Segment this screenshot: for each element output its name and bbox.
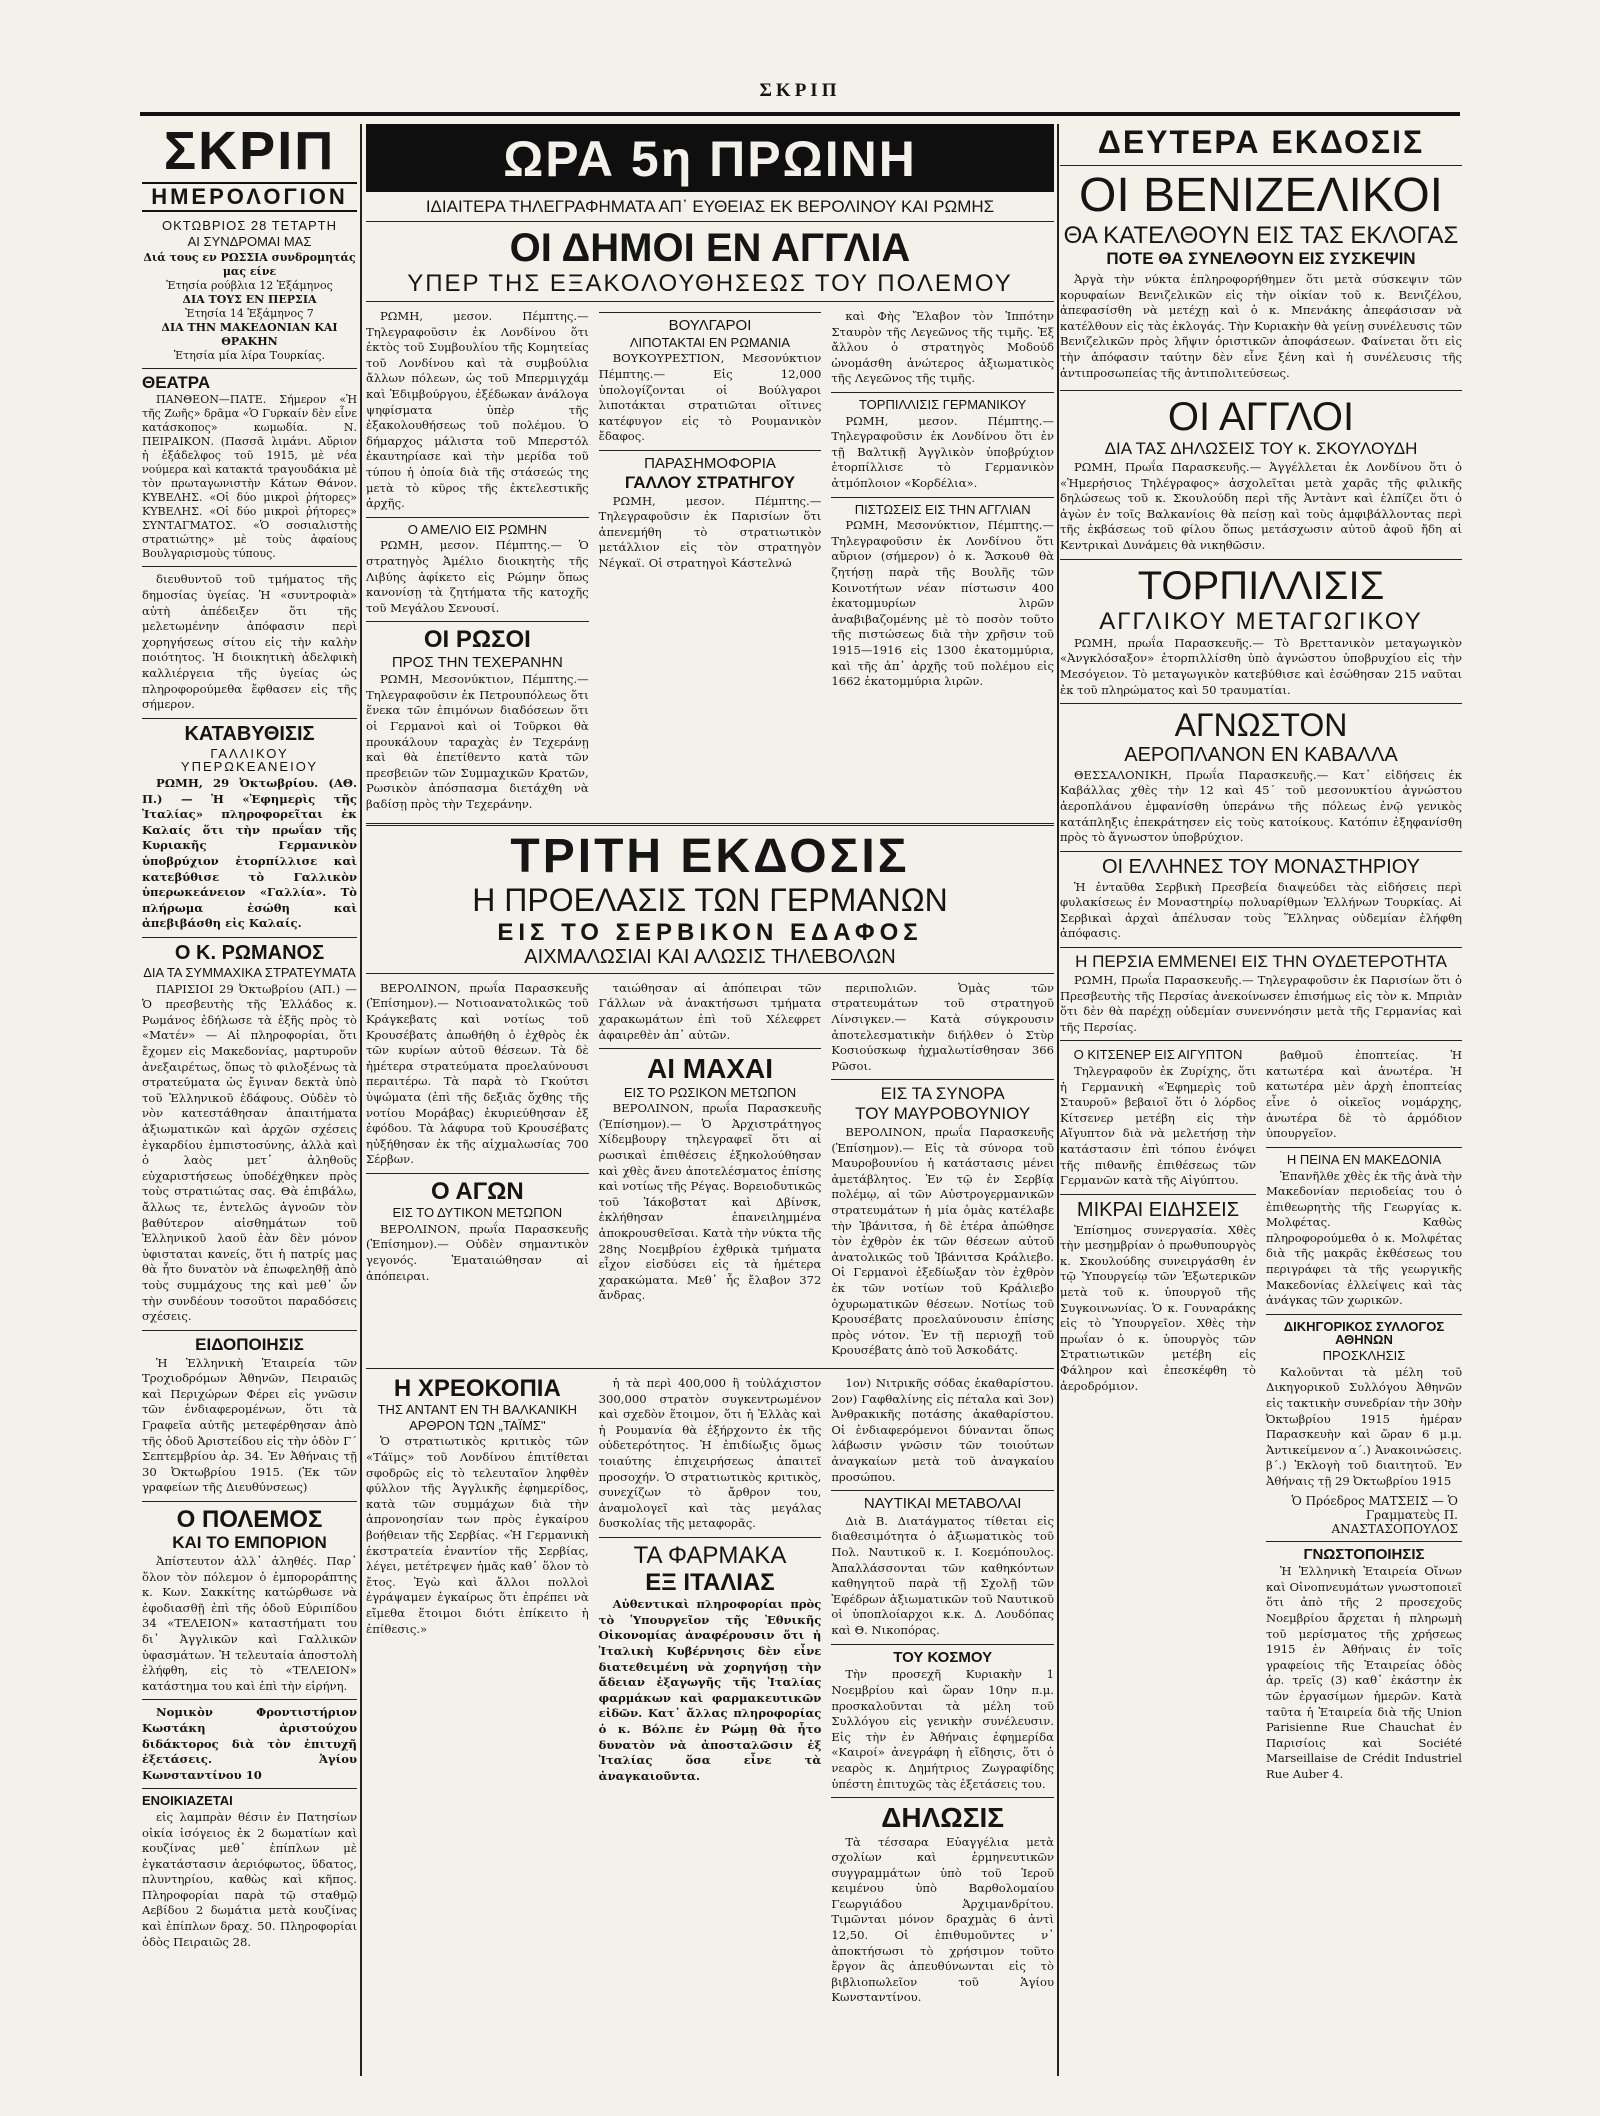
dilosis-text: Τὰ τέσσαρα Εὐαγγέλια μετὰ σχολίων καὶ ἑρμηνευτικῶν συγγραμμάτων ὑπὸ τοῦ Ἱεροῦ κειμένου ὑπὸ Βαρθολομαίου Γεωργιάδου Ἀρχιμανδρίτου. Τιμῶνται μόνον δραχμὰς 6 ἀντὶ 12,50. Οἱ ἐπιθυμοῦντες ν᾽ ἀποκτήσωσι τὸ χρήσιμον τοῦτο ἔργον ἂς ἀπευθύνωνται εἰς τὸ βιβλιοπωλεῖον τοῦ Ἁγίου Κωνσταντίνου. [831,1834,1054,2005]
proel-subheading: ΕΙΣ ΤΟ ΣΕΡΒΙΚΟΝ ΕΔΑΦΟΣ [497,918,923,946]
dilosis-heading: ΔΗΛΩΣΙΣ [881,1802,1005,1834]
proel-subheading-2: ΑΙΧΜΑΛΩΣΙΑΙ ΚΑΙ ΑΛΩΣΙΣ ΤΗΛΕΒΟΛΩΝ [524,945,896,968]
agnoston-heading: ΑΓΝΩΣΤΟΝ [1174,707,1348,744]
polemos-subheading: ΚΑΙ ΤΟ ΕΜΠΟΡΙΟΝ [172,1533,327,1553]
right-lower-columns [1060,1046,1462,1786]
naftikai-heading: ΝΑΥΤΙΚΑΙ ΜΕΤΑΒΟΛΑΙ [863,1495,1022,1513]
proel-heading: Η ΠΡΟΕΛΑΣΙΣ ΤΩΝ ΓΕΡΜΑΝΩΝ [472,882,948,919]
torp-text: ΡΩΜΗ, μεσον. Πέμπτης.— Τηλεγραφοῦσιν ἐκ Λονδίνου ὅτι ἐν τῇ Βαλτικῇ Ἀγγλικὸν ὑποβρύχιον ἐτορπίλλισε τὸ Γερμανικὸν ἀτμόπλοιον «Κορδέλια». [831,413,1054,491]
kitsener-text-2: βαθμοῦ ἐποπτείας. Ἡ κατωτέρα καὶ ἀνωτέρα. Ἡ κατωτέρα μὲν ἀρχὴ ἐποπτείας εἶνε ὁ οἰκεῖος νομάρχης, ἀνωτέρα δὲ τὸ ἁρμόδιον ὑπουργεῖον. [1266,1048,1462,1141]
voulgaroi-heading: ΒΟΥΛΓΑΡΟΙ [668,317,752,335]
hlissos-text: καὶ Φὴς Ἔλαβον τὸν Ἱππότην Σταυρὸν τῆς Λεγεῶνος τῆς τιμῆς. Ἐξ ἄλλου ὁ στρατηγὸς Μοδούδ ὠνομάσθη ἀνώτερος ἀξιωματικὸς τῆς Λεγεῶνος τῆς τιμῆς. [831,309,1054,386]
polemos-text: Ἀπίστευτον ἀλλ᾽ ἀληθές. Παρ᾽ ὅλον τὸν πόλεμον ὁ ἐμποροράπτης κ. Κων. Σακκίτης κατώρθωσε νὰ ἐφοδιασθῇ ἐπὶ τῆς ὁδοῦ Εὐριπίδου 34 «ΤΕΛΕΙΟΝ» καταστήματι του δι᾽ Ἀγγλικῶν καὶ Γαλλικῶν ὑφασμάτων. Ἡ τελευταία ἀποστολὴ ἐλήφθη, εἰς τὸ «ΤΕΛΕΙΟΝ» κατάστημα του καὶ ἐπὶ τὴν εἰρήνη. [142,1553,357,1693]
gnost-heading: ΓΝΩΣΤΟΠΟΙΗΣΙΣ [1303,1545,1425,1563]
pisteuseis-text: ΡΩΜΗ, Μεσονύκτιον, Πέμπτης.— Τηλεγραφοῦσιν ἐκ Λονδίνου ὅτι αὔριον (σήμερον) ὁ κ. Ἄσκουθ θὰ ζητήσῃ παρὰ τῆς Βουλῆς τῶν Κοινοτήτων νέαν πίστωσιν 400 ἑκατομμυρίων λιρῶν ἀναβιβαζομένης μὲ τὸ ποσὸν τοῦτο τῆς πιστώσεως διὰ τὴν χρῆσιν τοῦ 1915—1916 εἰς 1300 ἑκατομμύρια, καὶ τῆς ἀπ᾽ ἀρχῆς τοῦ πολέμου εἰς 1662 ἑκατομμύρια λιρῶν. [831,518,1054,689]
aggloi-text: ΡΩΜΗ, Πρωΐα Παρασκευῆς.— Ἀγγέλλεται ἐκ Λονδίνου ὅτι ὁ «Ἡμερήσιος Τηλέγραφος» ἀσχολεῖται μετὰ χαρᾶς τῆς φιλικῆς δηλώσεως τοῦ κ. Σκουλούδη περὶ τῆς Ἀντὰντ καὶ ἐλπίζει ὅτι ὁ ἀγὼν ἐν τοῖς Βαλκανίοις θὰ πείσῃ καὶ τοὺς ἀμφιβάλλοντας περὶ τῆς ἐκβάσεως τοῦ φίλου ὅπως μετάσχωσιν αὐτοῦ ἀφοῦ ἤδη αἱ Κεντρικαὶ Δυνάμεις θὰ νικηθῶσιν. [1060,460,1462,552]
torp2-text: ΡΩΜΗ, πρωΐα Παρασκευῆς.— Τὸ Βρεττανικὸν μεταγωγικὸν «Ἀνγκλόσαξον» ἐτορπιλλίσθη ὑπὸ ἀγνώστου ὑποβρυχίου εἰς τὴν Μεσόγειον. Τὸ μεταγωγικὸν κατεβύθισε καὶ ἐσώθησαν 215 ναῦται ἐκ τοῦ πληρώματος καὶ 50 τραυματίαι. [1060,635,1462,697]
kosmou-text: Τὴν προσεχῆ Κυριακὴν 1 Νοεμβρίου καὶ ὥραν 10ην π.μ. προσκαλοῦνται τὰ μέλη τοῦ Συλλόγου εἰς γενικὴν συνέλευσιν. Εἰς τὴν ἐν Ἀθήναις ἐφημερίδα «Καιροί» ἀνεγράφη ἡ εἴδησις, ὅτι ὁ νεαρὸς κ. Δημήτριος Ζωγραφίδης ὑπέστη ἐπιτυχῶς τὰς ἐξετάσεις του. [831,1667,1054,1791]
xreok-text-1: Ὁ στρατιωτικὸς κριτικὸς τῶν «Τάϊμς» τοῦ Λονδίνου ἐπιτίθεται σφοδρῶς εἰς τὸ τελευταῖον ληφθὲν φύλλον τῆς Ἀγγλικῆς ἐφημερίδος, κατὰ τῶν συμμάχων διὰ τὴν ἀπρονοησίαν των πρὸς ἐγκαίρου βοήθειαν τῆς Σερβίας. «Ἡ Γερμανικὴ ἐκστρατεία ἐναντίον τῆς Σερβίας, λέγει, μετέτρεψεν ἡμᾶς καθ᾽ ὅλον τὸ ἔτος. Ἐγὼ καὶ ἄλλοι πολλοὶ ἐγράψαμεν ἐγκαίρως ὅτι ἐπρέπει νὰ εἴμεθα ἕτοιμοι διότι ἐπίκειτο ἡ ἐπίθεσις.» [366,1434,589,1636]
upper-col-2 [599,307,822,817]
maxai-subheading: ΕΙΣ ΤΟ ΡΩΣΙΚΟΝ ΜΕΤΩΠΟΝ [623,1084,797,1100]
diker-signature: Ὁ Πρόεδρος ΜΑΤΣΕΙΣ — Ὁ Γραμματεὺς Π. ΑΝΑΣΤΑΣΟΠΟΥΛΟΣ [1291,1493,1458,1536]
ven-heading: ΟΙ ΒΕΝΙΖΕΛΙΚΟΙ [1079,168,1443,222]
upper-col-3 [831,307,1054,817]
subscription-line: Ἑτησία ρούβλια 12 Ἑξάμηνος [166,278,333,292]
rosoi-subheading: ΠΡΟΣ ΤΗΝ ΤΕΧΕΡΑΝΗΝ [391,653,563,671]
masthead-title: ΣΚΡΙΠ [163,124,336,181]
persia-text: ΡΩΜΗ, Πρωΐα Παρασκευῆς.— Τηλεγραφοῦσιν ἐκ Παρισίων ὅτι ὁ Πρεσβευτὴς τῆς Περσίας ἀνεκοίνωσεν ἐπισήμως εἰς τὸν κ. Μπριὰν ὅτι δὲν θὰ παρέχῃ οὐδεμίαν συνεννόησιν μετὰ τῆς Γερμανίας καὶ τῆς Περσίας. [1060,972,1462,1034]
ellines-text: Ἡ ἐνταῦθα Σερβικὴ Πρεσβεία διαψεύδει τὰς εἰδήσεις περὶ φυλακίσεως ἐν Μοναστηρίῳ πολυαρίθμων Ἑλλήνων Τουρκίας. Αἱ Σερβικαὶ ἀρχαὶ ἀπέλυσαν τοὺς Ἕλληνας οὐδεμίαν ἐλήφθη ἀπόφασις. [1060,879,1462,941]
xreok-subheading-2: ΑΡΘΡΟΝ ΤΩΝ „ΤΑΪΜΣ" [409,1417,546,1433]
xreok-heading: Η ΧΡΕΟΚΟΠΙΑ [393,1374,561,1402]
agnoston-subheading: ΑΕΡΟΠΛΑΝΟΝ ΕΝ ΚΑΒΑΛΛΑ [1124,743,1398,766]
center-column [366,124,1054,2076]
perim-text: περιπολιῶν. Ὁμὰς τῶν στρατευμάτων τοῦ στρατηγοῦ Λίνσιγκεν.— Κατὰ σύγκρουσιν ἀποτελεσματικὴν διήλθεν ὁ Στὺρ Κοσιούσκωφ ἠχμαλωτίσθησαν 366 Ρῶσοι. [831,980,1054,1073]
aggloi-subheading: ΔΙΑ ΤΑΣ ΔΗΛΩΣΕΙΣ ΤΟΥ κ. ΣΚΟΥΛΟΥΔΗ [1104,439,1418,459]
ameleio-heading: Ο ΑΜΕΛΙΟ ΕΙΣ ΡΩΜΗΝ [407,521,547,537]
catavythisis-heading: ΚΑΤΑΒΥΘΙΣΙΣ [184,722,315,745]
voulgaroi-subheading: ΛΙΠΟΤΑΚΤΑΙ ΕΝ ΡΩΜΑΝΙΑ [629,334,791,350]
agnoston-text: ΘΕΣΣΑΛΟΝΙΚΗ, Πρωΐα Παρασκευῆς.— Κατ᾽ εἰδήσεις ἐκ Καβάλλας χθὲς τὴν 12 καὶ 45΄ τοῦ μεσονυκτίου ἀγνώστου ἀεροπλάνου ἐμφανίσθη ὑπεράνω τῆς πόλεως ἐνῷ γενικὸς κατάπληξις ἐπεκράτησεν εἰς τοὺς κατοίκους. Κατόπιν ἐξηφανίσθη πρὸς τὸ ἄγνωστον ὑποβρύχιον. [1060,767,1462,845]
romanos-heading: Ο Κ. ΡΩΜΑΝΟΣ [174,942,325,965]
upper-columns [366,307,1054,817]
triti-ekdosis-banner: ΤΡΙΤΗ ΕΚΔΟΣΙΣ [510,829,910,883]
naftikai-text: Διὰ Β. Διατάγματος τίθεται εἰς διαθεσιμότητα ὁ ἀξιωματικὸς τοῦ Πολ. Ναυτικοῦ κ. Ι. Κοεμόπουλος. Ἀπαλλάσσονται τῶν καθηκόντων καθηγητοῦ παρὰ τῇ Σχολῇ τῶν Ἐφέδρων ἀξιωματικῶν τοῦ Ναυτικοῦ οἱ ὑποπλοίαρχοι κ.κ. Δ. Λουδόπας καὶ Θ. Νικοπόρας. [831,1513,1054,1638]
lower-columns [366,1374,1054,2010]
kitsener-text: Τηλεγραφοῦν ἐκ Ζυρίχης, ὅτι ἡ Γερμανικὴ «Ἐφημερὶς τοῦ Σταυροῦ» βεβαιοῖ ὅτι ὁ λόρδος Κίτσενερ μετέβη εἰς τὴν Αἴγυπτον διὰ νὰ μελετήσῃ τὴν κατάστασιν ἐπὶ τόπου ἐνόψει τῆς πιθανῆς ἐπιθέσεως τῶν Γερμανῶν κατὰ τῆς Αἰγύπτου. [1060,1063,1256,1188]
ven-text: Ἀργὰ τὴν νύκτα ἐπληροφορήθημεν ὅτι μετὰ σύσκεψιν τῶν κορυφαίων Βενιζελικῶν εἰς τὴν οἰκίαν τοῦ κ. Βενιζέλου, ἀπεφασίσθη νὰ μετέχῃ καὶ ὁ κ. Μπενάκης ἀπεφάσισαν νὰ κατέλθουν εἰς τὰς ἐκλογάς. Τὴν Κυριακὴν θὰ γείνῃ συνέλευσις τῶν Βενιζελικῶν πρὸς λῆψιν ὁριστικῶν ἀποφάσεων. Φαίνεται ὅτι εἰς τὴν ἀπόφασιν ταύτην δὲν εἶνε ξένη καὶ ἡ συνέλευσις τῆς ἀντιπροσωπείας τῆς ἀντιπολιτεύσεως. [1060,272,1462,380]
catavythisis-text: ΡΩΜΗ, 29 Ὀκτωβρίου. (ΑΘ. Π.) — Ἡ «Ἐφημερὶς τῆς Ἰταλίας» πληροφορεῖται ἐκ Καλαίς ὅτι τὴν πρωΐαν τῆς Κυριακῆς Γερμανικὸν ὑποβρύχιον ἐτορπίλλισε καὶ κατεβύθισε τὸ Γαλλικὸν ὑπερωκεάνειον «Γαλλία». Τὸ πλήρωμα ἐσώθη καὶ ἀπεβιβάσθη εἰς Καλαίς. [142,776,357,931]
ora-banner-subtitle: ΙΔΙΑΙΤΕΡΑ ΤΗΛΕΓΡΑΦΗΜΑΤΑ ΑΠ᾽ ΕΥΘΕΙΑΣ ΕΚ ΒΕΡΟΛΙΝΟΥ ΚΑΙ ΡΩΜΗΣ [425,197,995,216]
page-header [0,0,1600,122]
subscriptions-heading: ΑΙ ΣΥΝΔΡΟΜΑΙ ΜΑΣ [187,234,312,249]
peina-text: Ἐπανῆλθε χθὲς ἐκ τῆς ἀνὰ τὴν Μακεδονίαν περιοδείας του ὁ ἐπιθεωρητὴς τῆς Γεωργίας κ. Μολφέτας. Καθὼς πληροφορούμεθα ὁ κ. Μολφέτας διὰ τῆς μακρᾶς ἐκθέσεως του περιγράφει τὰ τῆς γεωργικῆς Μακεδονίας ἐλλείψεις καὶ τὰς ἀνάγκας τῶν χωρικῶν. [1266,1168,1462,1308]
parashm-text: ΡΩΜΗ, μεσον. Πέμπτης.— Τηλεγραφοῦσιν ἐκ Παρισίων ὅτι ἀπενεμήθη τὸ στρατιωτικὸν μετάλλιον εἰς τὸν στρατηγὸν Νέγκαϊ. Οἱ στρατηγοὶ Κάστελνώ [598,493,822,570]
kosmou-heading: ΤΟΥ ΚΟΣΜΟΥ [893,1648,993,1666]
upper-col-1 [366,307,589,817]
farmaka-text: Αὐθεντικαὶ πληροφορίαι πρὸς τὸ Ὑπουργεῖον τῆς Ἐθνικῆς Οἰκονομίας ἀναφέρουσιν ὅτι ἡ Ἰταλικὴ Κυβέρνησις δὲν εἶνε διατεθειμένη νὰ χορηγήσῃ τὴν ἄδειαν ἐξαγωγῆς τῆς Ἰταλίας φαρμάκων καὶ φαρμακευτικῶν εἰδῶν. Κατ᾽ ἄλλας πληροφορίας ὁ κ. Βόλπε ἐν Ρώμῃ θὰ ἦτο δυνατὸν νὰ ἀποσταλῶσιν ἐξ Ἰταλίας ὅσα εἶνε τὰ ἀναγκαιοῦντα. [598,1597,822,1783]
subscription-line: Ἑτησία μία λίρα Τουρκίας. [173,348,326,362]
ion-text: 1ον) Νιτρικῆς σόδας ἐκαθαρίστου. 2ον) Γαφθαλίνης εἰς πέταλα καὶ 3ον) Ἀνθρακικῆς ποτάσης ἀκαθαρίστου. Οἱ ἐνδιαφερόμενοι δύνανται ὅπως λάβωσιν γνῶσιν τῶν τοιούτων ἀναγκαίων μετὰ τοῦ ἀναγκαίου προσώπου. [831,1375,1054,1484]
ven-subheading: ΘΑ ΚΑΤΕΛΘΟΥΝ ΕΙΣ ΤΑΣ ΕΚΛΟΓΑΣ [1063,221,1459,249]
farmaka-heading: ΤΑ ΦΑΡΜΑΚΑ [633,1541,787,1569]
ameleio-text: ΡΩΜΗ, μεσον. Πέμπτης.— Ὁ στρατηγὸς Ἀμέλιο διοικητὴς τῆς Λιβύης ἀφίκετο εἰς Ρώμην ὅπως κανονίσῃ τὰ ζητήματα τῆς κατοχῆς τοῦ Μεγάλου Σενουσί. [366,538,589,615]
proel-text-1: ΒΕΡΟΛΙΝΟΝ, πρωΐα Παρασκευῆς (Ἐπίσημον).— Νοτιοανατολικῶς τοῦ Κράγκεβατς καὶ νοτίως τοῦ Κρουσέβατς ἀπωθήθη ὁ ἐχθρὸς ἐκ τῶν κυρίων αὐτοῦ θέσεων. Τὰ δὲ ἡμέτερα στρατεύματα προελαύνουσι περαιτέρω. Τὰ παρὰ τὸ Γκούτσι ὑψώματα (ἐπὶ τῆς δεξιᾶς ὄχθης τῆς νοτίου Μοράβας) ἐκυριεύθησαν ἐξ ἐφόδου. Τὰ λάφυρα τοῦ Κρουσέβατς ηὐξήθησαν ἐκ τῆς αἰχμαλωσίας 700 Σέρβων. [366,980,589,1167]
right-column [1060,124,1462,2076]
diker-heading: ΔΙΚΗΓΟΡΙΚΟΣ ΣΥΛΛΟΓΟΣ ΑΘΗΝΩΝ [1283,1318,1445,1348]
peina-heading: Η ΠΕΙΝΑ ΕΝ ΜΑΚΕΔΟΝΙΑ [1286,1151,1442,1167]
maxai-text: ΒΕΡΟΛΙΝΟΝ, πρωΐα Παρασκευῆς (Ἐπίσημον).— Ὁ Ἀρχιστράτηγος Χίδεμβουργ τηλεγραφεῖ ὅτι αἱ ρωσικαὶ ἐπιθέσεις ἐξηκολούθησαν καὶ χθὲς ἄνευ ἀποτελέσματος ἐπίσης καὶ νοτίως τῆς Ρέγας. Βορειοδυτικῶς τοῦ Ἰάκοβστατ καὶ Δβίνσκ, ἐκλήθησαν ἐπανειλημμένα ἀποκρουσθεῖσαι. Κατὰ τὴν νύκτα τῆς 28ης Νοεμβρίου ἐχθρικὰ τμήματα εἶχον εἰσδύσει εἰς τὰ ἡμέτερα χαρακώματα. Μεθ᾽ ἧς ἔλαβον 372 ἄνδρας. [598,1101,822,1303]
column-rule [360,124,362,2076]
middle-col-1 [366,979,589,1363]
theatre-heading: ΘΕΑΤΡΑ [142,372,211,392]
parashm-subheading: ΓΑΛΛΟΥ ΣΤΡΑΤΗΓΟΥ [624,472,796,492]
right-lower-col-2 [1266,1046,1462,1786]
parashm-heading: ΠΑΡΑΣΗΜΟΦΟΡΙΑ [644,454,776,472]
agon-heading: Ο ΑΓΩΝ [430,1177,524,1205]
ellines-heading: ΟΙ ΕΛΛΗΝΕΣ ΤΟΥ ΜΟΝΑΣΤΗΡΙΟΥ [1102,855,1420,878]
agon-text: ΒΕΡΟΛΙΝΟΝ, πρωΐα Παρασκευῆς (Ἐπίσημον).— Οὐδὲν σημαντικὸν γεγονός. Ἐματαιώθησαν αἱ ἀπόπειραι. [366,1221,589,1283]
notice-text: διευθυντοῦ τοῦ τμήματος τῆς δημοσίας ὑγείας. Ἡ «συντροφιὰ» αὐτὴ ἀπέδειξεν ὅτι τῆς μελετωμένην ἀπόφασιν περὶ χορηγήσεως σίτου εἰς τὴν καλὴν ποιότητος. Ἡ διοικητικὴ ἀδελφικὴ καλλιέργεια τῆς ὑγείας ὡς πληροφορούμεθα ἔφθασεν εἰς τῆς σήμερον. [142,572,357,712]
persia-heading: Η ΠΕΡΣΙΑ ΕΜΜΕΝΕΙ ΕΙΣ ΤΗΝ ΟΥΔΕΤΕΡΟΤΗΤΑ [1075,952,1447,972]
deutera-ekdosis-banner: ΔΕΥΤΕΡΑ ΕΚΔΟΣΙΣ [1097,124,1425,160]
frontistirion-notice: Νομικὸν Φροντιστήριον Κωστάκη ἀριστούχου διδάκτορος διὰ τὸν ἐπιτυχῆ ἐξετάσεις. Ἁγίου Κωνσταντίνου 10 [142,1705,357,1782]
torp-heading: ΤΟΡΠΙΛΛΙΣΙΣ ΓΕΡΜΑΝΙΚΟΥ [858,397,1027,412]
subscriptions-list [142,251,357,363]
proel-text-2: ταιώθησαν αἱ ἀπόπειραι τῶν Γάλλων νὰ ἀνακτήσωσι τμήματα χαρακωμάτων ἐπὶ τοῦ Χέλεφρετ ἀφαιρεθὲν ἀπ᾽ αὐτῶν. [598,980,822,1042]
lower-col-3 [831,1374,1054,2010]
right-lower-col-1 [1060,1046,1256,1786]
farmaka-subheading: ΕΞ ΙΤΑΛΙΑΣ [645,1569,775,1597]
diker-subheading: ΠΡΟΣΚΛΗΣΙΣ [1322,1348,1406,1364]
subscription-line: Διά τους εν ΡΩΣΣΙΑ συνδρομητάς μας είνε [143,250,356,278]
rent-text: εἰς λαμπρὰν θέσιν ἐν Πατησίων οἰκία ἰσόγειος ἐκ 2 δωματίων καὶ κουζίνας μεθ᾽ ἐπίπλων μὲ ἐγκατάστασιν ἀεριόφωτος, ὕδατος, πλυντηρίου, καθὼς καὶ κῆπος. Πληροφορίαι παρὰ τῷ σταθμῷ Αεβίδου 2 δωμάτια μετὰ κουζίνας καὶ ἐπίπλων δραχ. 50. Πληροφορίαι ὁδὸς Πειραιῶς 28. [142,1809,357,1949]
maxai-heading: ΑΙ ΜΑΧΑΙ [646,1053,773,1085]
torp2-subheading: ΑΓΓΛΙΚΟΥ ΜΕΤΑΓΩΓΙΚΟΥ [1099,607,1423,635]
pisteuseis-heading: ΠΙΣΤΩΣΕΙΣ ΕΙΣ ΤΗΝ ΑΓΓΛΙΑΝ [854,501,1031,517]
mikrai-text: Ἐπίσημος συνεργασία. Χθὲς τὴν μεσημβρίαν ὁ πρωθυπουργὸς κ. Σκουλούδης συνειργάσθη ἐν τῷ Ὑπουργείῳ τῶν Ἐξωτερικῶν μετὰ τοῦ κ. ὑπουργοῦ τῆς Συγκοινωνίας. Ὁ κ. Γουναράκης εἰς τὸ Ὑπουργεῖον. Χθὲς τὴν πρωΐαν ὁ κ. ὑπουργὸς τῶν Στρατιωτικῶν μετέβη εἰς Φάληρον καὶ ἐπεσκέφθη τὸ ἀεροδρόμιον. [1060,1222,1256,1393]
header-rule [140,112,1460,116]
aggloi-heading: ΟΙ ΑΓΓΛΟΙ [1167,395,1355,440]
lower-col-1 [366,1374,589,2010]
left-column [142,124,357,2076]
mikrai-heading: ΜΙΚΡΑΙ ΕΙΔΗΣΕΙΣ [1076,1198,1240,1221]
gnost-text: Ἡ Ἑλληνικὴ Ἑταιρεία Οἴνων καὶ Οἰνοπνευμάτων γνωστοποιεῖ ὅτι ἀπὸ τῆς 2 προσεχοῦς Νοεμβρίου ἄρχεται ἡ πληρωμὴ τοῦ μερίσματος τῆς χρήσεως 1915 ἐν Ἀθήναις ἐν τοῖς γραφείοις τῆς Ἑταιρείας ὁδὸς ἀρ. τρεῖς (3) καθ᾽ ἑκάστην ἐκ τῶν ἐργασίμων ἡμερῶν. Κατὰ ταῦτα ἡ Ἑταιρεία διὰ τῆς Union Parisienne Rue Chauchat ἐν Παρισίοις καὶ Société Marseillaise de Crédit Industriel Rue Auber 4. [1266,1564,1462,1781]
torp2-heading: ΤΟΡΠΙΛΛΙΣΙΣ [1137,563,1385,608]
synora-heading: ΕΙΣ ΤΑ ΣΥΝΟΡΑ [880,1084,1005,1104]
voulgaroi-text: ΒΟΥΚΟΥΡΕΣΤΙΟΝ, Μεσονύκτιον Πέμπτης.— Εἰς 12,000 ὑπολογίζονται οἱ Βούλγαροι λιποτάκται στρατιῶται οἵτινες κατέφυγον εἰς τὸ Ρουμανικὸν ἔδαφος. [598,351,822,444]
romanos-subheading: ΔΙΑ ΤΑ ΣΥΜΜΑΧΙΚΑ ΣΤΡΑΤΕΥΜΑΤΑ [143,965,356,981]
dimoi-subheading: ΥΠΕΡ ΤΗΣ ΕΞΑΚΟΛΟΥΘΗΣΕΩΣ ΤΟΥ ΠΟΛΕΜΟΥ [407,269,1013,297]
middle-columns [366,979,1054,1363]
subscription-line: ΔΙΑ ΤΗΝ ΜΑΚΕΔΟΝΙΑΝ ΚΑΙ ΘΡΑΚΗΝ [161,320,338,348]
subscription-line: ΔΙΑ ΤΟΥΣ ΕΝ ΠΕΡΣΙΑ [182,292,317,306]
dateline: ΟΚΤΩΒΡΙΟΣ 28 ΤΕΤΑΡΤΗ [161,218,338,233]
ven-subheading-2: ΠΟΤΕ ΘΑ ΣΥΝΕΛΘΟΥΝ ΕΙΣ ΣΥΣΚΕΨΙΝ [1106,249,1416,269]
masthead [142,124,357,212]
rosoi-text: ΡΩΜΗ, Μεσονύκτιον, Πέμπτης.— Τηλεγραφοῦσιν ἐκ Πετρουπόλεως ὅτι ἕνεκα τῶν ἐπιμόνων διαδόσεων ὅτι οἱ Γερμανοὶ καὶ οἱ Τοῦρκοι θὰ προυκάλουν ταραχὰς ἐν Τεχεράνῃ καὶ θὰ ἐπετίθεντο κατὰ τῶν πρεσβειῶν τῶν Συμμαχικῶν Κρατῶν, Ρωσικὸν ἀπόσπασμα διετάχθη νὰ βαδίσῃ πρὸς τὴν Τεχεράνην. [366,672,589,812]
synora-subheading: ΤΟΥ ΜΑΥΡΟΒΟΥΝΙΟΥ [855,1104,1031,1124]
running-head: ΣΚΡΙΠ [759,80,841,101]
romanos-text: ΠΑΡΙΣΙΟΙ 29 Ὀκτωβρίου (ΑΠ.) — Ὁ πρεσβευτὴς τῆς Ἑλλάδος κ. Ρωμάνος ἐδήλωσε τὰ ἑξῆς πρὸς τὸ «Ματέν» — Αἱ πληροφορίαι, ὅτι ἔχομεν εἰς Μακεδονίας, μαρτυροῦν ἀνεξαιρέτως, ὅπως τὸ φιλοξένως τὰ στρατεύματα ὡς ἔγιναν δεκτὰ ὑπὸ τοῦ Ἑλληνικοῦ ἐδάφους. Οὐδὲν τὸ νὸν κατεστάθησαν ἀπαιτήματα ἀξιωματικῶν καὶ ἀρχῶν σχέσεις ἐγκαρδίου ἐμπιστοσύνης, ἀλλὰ καὶ ὁ λαὸς μετ᾽ ἀληθοῦς εὐχαριστήσεως ὑποδέχθηκεν πρὸς τοὺς στρατιώτας σας. Θὰ ἐπιβάλω, ἄλλως τε, ἐντελῶς ἀγνοῶν τὸν βαθύτερον αἰσθημάτων τοῦ Ἑλληνικοῦ λαοῦ ἐὰν δὲν μόνον ὑφισταται κανείς, ὅτι ἡ πατρίς μας θὰ ἦτο δυνατὸν νὰ ἐπωφεληθῇ ἀπὸ τοὺς συμμάχους της καὶ μεθ᾽ ὧν τὴν συνδέουν τοσοῦτοι παραδόσεις σχέσεις. [142,981,357,1324]
rent-heading: ΕΝΟΙΚΙΑΖΕΤΑΙ [142,1793,233,1809]
polemos-heading: Ο ΠΟΛΕΜΟΣ [176,1505,323,1533]
rosoi-heading: ΟΙ ΡΩΣΟΙ [423,626,531,654]
xreok-text-2: ἡ τὰ περὶ 400,000 ἢ τοὐλάχιστον 300,000 στρατὸν συγκεντρωμένον καὶ σχεδὸν ἕτοιμον, ὅτι ἡ Ἑλλὰς καὶ ἡ Ρουμανία θὰ ἐξήρχοντο ἐκ τῆς οὐδετερότητος. Ἡ ἐπιδίωξις ὅμως τοιαύτης ἐπιχειρήσεως ἀπαιτεῖ προσοχήν. Ὁ στρατιωτικὸς κριτικὸς, συνεχίζων τὸ ἄρθρον του, ἀναμολογεῖ καὶ τὰς μεγάλας δυσκολίας τῆς μεταφορᾶς. [598,1375,822,1531]
column-rule [1057,124,1059,2076]
catavythisis-subheading: ΓΑΛΛΙΚΟΥ ΥΠΕΡΩΚΕΑΝΕΙΟΥ [180,745,319,775]
middle-col-3 [831,979,1054,1363]
theatre-text: ΠΑΝΘΕΟΝ—ΠΑΤΕ. Σήμερον «Ἡ τῆς Ζωῆς» δρᾶμα «Ὁ Γυρκαίν δὲν εἶνε κατάσκοπος» κωμωδία. Ν. ΠΕΙΡΑΙΚΟΝ. (Πασσᾶ λιμάνι. Αὔριον ἡ ἐξάδελφος τοῦ 1915, μὲ νέα νούμερα καὶ κατακτά τραγουδάκια μὲ τὸν πρωταγωνιστὴν Κάτων Θάνον. ΚΥΒΕΛΗΣ. «Οἱ δύο μικροὶ ῥήτορες» ΚΥΒΕΛΗΣ. «Οἱ δύο μικροὶ ῥήτορες» ΣΥΝΤΑΓΜΑΤΟΣ. «Ὁ σοσιαλιστὴς στρατιώτης» μὲ τοὺς ἀφαίους Βουλγαρισμοὺς τύπους. [142,393,357,561]
dimoi-heading: ΟΙ ΔΗΜΟΙ ΕΝ ΑΓΓΛΙΑ [509,225,911,270]
eidopoiisis-text: Ἡ Ἑλληνικὴ Ἑταιρεία τῶν Τροχιοδρόμων Ἀθηνῶν, Πειραιῶς καὶ Περιχώρων Φέρει εἰς γνῶσιν τῶν ἐνδιαφερομένων, ὅτι τὰ Γραφεῖα αὐτῆς μετεφέρθησαν ἀπὸ τῆς ὁδοῦ Ἀριστείδου εἰς τὴν ὁδὸν Γ΄ Σεπτεμβρίου ἀρ. 34. Ἐν Ἀθήναις τῇ 30 Ὀκτωβρίου 1915. (Ἐκ τῶν γραφείων τῆς Διευθύνσεως) [142,1355,357,1495]
synora-text: ΒΕΡΟΛΙΝΟΝ, πρωΐα Παρασκευῆς (Ἐπίσημον).— Εἰς τὰ σύνορα τοῦ Μαυροβουνίου ἡ κατάστασις μένει ἀμετάβλητος. Ἐν τῷ ἐν Σερβίᾳ πολέμῳ, αἱ τῶν Αὐστρογερμανικῶν στρατευμάτων ἡ μία ὁμὰς κατέλαβε τὴν Ἰβάνιτσα, ἡ δὲ ἑτέρα ἀπώθησε τὸν ἐχθρὸν ἐκ τῶν θέσεων αὐτοῦ ἀνατολικῶς τοῦ Ἰβάνιτσα Κράλιεβο. Οἱ Γερμανοὶ ἐξεδίωξαν τὸν ἐχθρὸν ἐκ τῶν νοτίων τοῦ Κράλιεβο ὀχυρωματικῶν θέσεων. Νοτίως τοῦ Κρουσέβατς προελαύνουσιν ἐπίσης πρὸς νότον. Ἐν τῇ περιοχῇ τοῦ Κρουσέβατς ἀπὸ τοῦ Ἀσκοδάτς. [831,1125,1054,1358]
ora-banner: ΩΡΑ 5η ΠΡΩΙΝΗ [366,124,1054,192]
lower-col-2 [599,1374,822,2010]
masthead-subtitle: ΗΜΕΡΟΛΟΓΙΟΝ [142,182,357,212]
dimoi-text: ΡΩΜΗ, μεσον. Πέμπτης.— Τηλεγραφοῦσιν ἐκ Λονδίνου ὅτι ἐκτὸς τοῦ Συμβουλίου τῆς Κομητείας τοῦ Λονδίνου καὶ τὰ συμβούλια ἄλλων πόλεων, ὡς τοῦ Μπερμιγχάμ καὶ Ἐδιμβούργου, ἐξέδωκαν ἀνάλογα ψηφίσματα ὑπὲρ τῆς ἐξακολουθήσεως τοῦ πολέμου. Ὁ δήμαρχος μάλιστα τοῦ Μπερστόλ ἐκαυτηρίασε καὶ τὴν μερίδα τοῦ τύπου ἡ ὁποία διὰ τῆς στάσεώς της μετὰ τὸ κῦρος τῆς ἐκτελεστικῆς ἀρχῆς. [366,309,589,511]
agon-subheading: ΕΙΣ ΤΟ ΔΥΤΙΚΟΝ ΜΕΤΩΠΟΝ [392,1205,563,1221]
subscription-line: Ἑτησία 14 Ἑξάμηνος 7 [185,306,314,320]
diker-text: Καλοῦνται τὰ μέλη τοῦ Δικηγορικοῦ Συλλόγου Ἀθηνῶν εἰς τακτικὴν συνεδρίαν τὴν 30ὴν Ὀκτωβρίου 1915 ἡμέραν Παρασκευὴν καὶ ὥραν 6 μ.μ. Ἀντικείμενον α΄.) Ἀνακοινώσεις. β΄.) Ἐκλογὴ τοῦ διαιτητοῦ. Ἐν Ἀθήναις τῇ 29 Ὀκτωβρίου 1915 [1266,1364,1462,1488]
eidopoiisis-heading: ΕΙΔΟΠΟΙΗΣΙΣ [195,1334,304,1354]
kitsener-heading: Ο ΚΙΤΣΕΝΕΡ ΕΙΣ ΑΙΓΥΠΤΟΝ [1073,1047,1243,1063]
xreok-subheading: ΤΗΣ ΑΝΤΑΝΤ ΕΝ ΤΗ ΒΑΛΚΑΝΙΚΗ [377,1402,578,1418]
middle-col-2 [599,979,822,1363]
